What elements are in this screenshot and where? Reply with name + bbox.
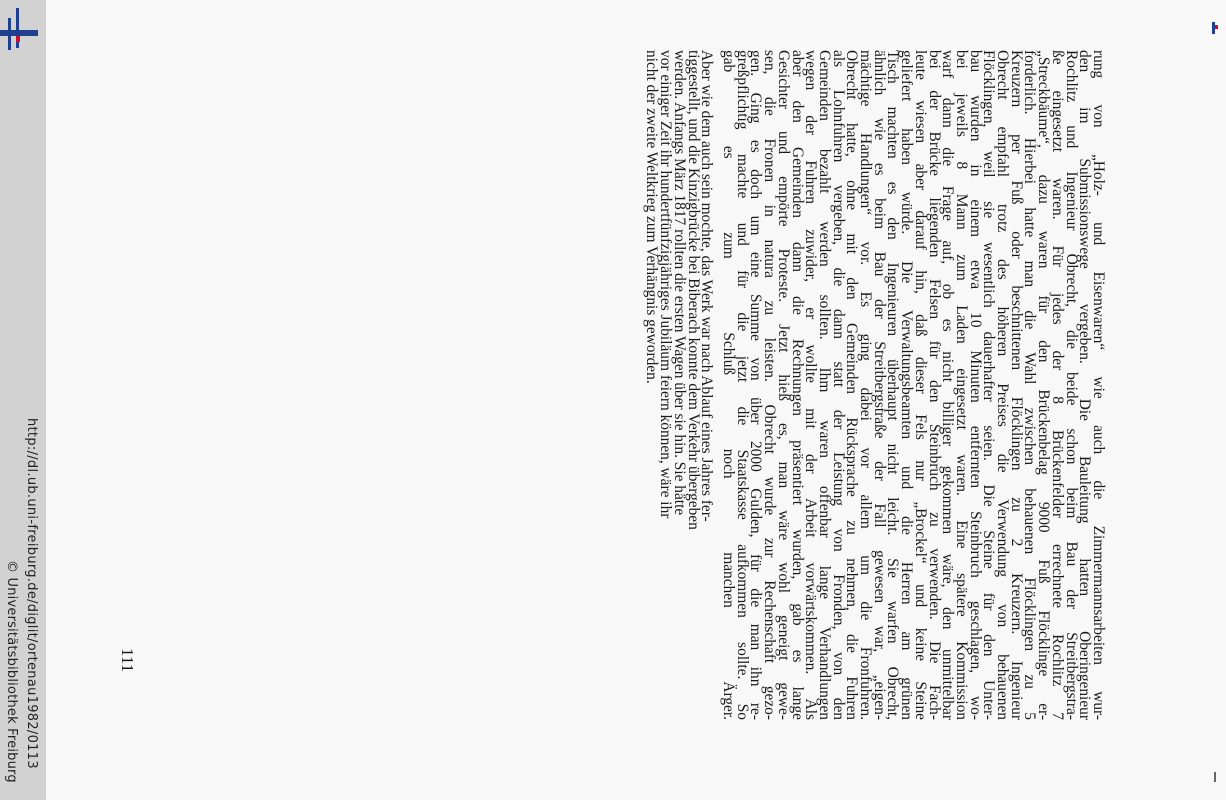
- source-citation: [2, 418, 40, 783]
- bottom-marker-icon: [1214, 772, 1218, 782]
- copyright-notice: © Universitätsbibliothek Freiburg: [4, 560, 19, 783]
- corner-marker-icon: [1212, 22, 1218, 34]
- source-url[interactable]: http://dl.ub.uni-freiburg.de/diglit/ortenau1982/0113: [24, 418, 39, 769]
- library-logo-icon: [0, 0, 40, 50]
- paragraph: rung von „Holz- und Eisenwaren“ wie auch die Zimmermannsarbeiten wur- den im Submissionswege vergeben. Die Bauleitung hatten Oberingenieur Rochlitz und Ingenieur Obrecht, die beide schon beim Bau der Streitbergstra- ße eingesetzt waren. Für jedes der 8 Brückenfelder errechnete Rochlitz 7 „Streckbäume“, dazu waren für den Brückenbelag 9000 Fuß Flöcklinge er- forderlich. Hierbei hatte man die Wahl zwischen behauenen Flöcklingen zu 5 Kreuzern per Fuß oder beschnittenen Flöcklingen zu 2 Kreuzern. Ingenieur Obrecht empfahl trotz des höheren Preises die Verwendung von behauenen Flöcklingen, weil sie wesentlich dauerhafter seien. Die Steine für den Unter- bau wurden in einem etwa 10 Minuten entfernten Steinbruch geschlagen, wo- bei jeweils 8 Mann zum Laden eingesetzt waren. Eine spätere Kommission warf dann die Frage auf, ob es nicht billiger gekommen wäre, den unmittelbar bei der Brücke liegenden Felsen für den Steinbruch zu verwenden. Die Fach- leute wiesen aber darauf hin, daß dieser Fels nur „Brockel“ und keine Steine geliefert haben würde. Die Verwaltungsbeamten und die Herren am grünen Tisch machten es den Ingenieuren überhaupt nicht leicht. Sie warfen Obrecht, ähnlich wie es beim Bau der Streitbergstraße der Fall gewesen war, „eigen- mächtige Handlungen“ vor. Es ging dabei vor allem um die Fronfuhren. Obrecht hatte, ohne mit den Gemeinden Rücksprache zu nehmen, die Fuhren als Lohnfuhren vergeben, die dann statt der Leistung von Fronden, von den Gemeinden bezahlt werden sollten. Ihm waren offenbar lange Verhandlungen wegen der Fuhren zuwider, er wollte mit der Arbeit vorwärtskommen. Als aber den Gemeinden dann die Rechnungen präsentiert wurden, gab es lange Gesichter und empörte Proteste. Jetzt hieß es, man wäre wohl geneigt gewe- sen, die Fronen in natura zu leisten. Obrecht wurde zur Rechenschaft gezo- gen. Ging es doch um eine Summe von über 2000 Gulden, für die man ihn re- greßpflichtig machte und für die jetzt die Staatskasse aufkommen sollte. So gab es zum Schluß noch manchen Ärger.: [720, 50, 1107, 720]
- body-text: [645, 50, 1105, 720]
- paragraph: Aber wie dem auch sein mochte, das Werk war nach Ablauf eines Jahres fer- tiggestellt, und die Kinzigbrücke bei Biberach konnte dem Verkehr übergeben werden. Anfangs März 1817 rollten die ersten Wagen über sie hin. Sie hätte vor einiger Zeit ihr hundertfünfzigjähriges Jubiläum feiern können, wäre ihr nicht der zweite Weltkrieg zum Verhängnis geworden.: [643, 50, 716, 530]
- page-number: 111: [118, 648, 137, 673]
